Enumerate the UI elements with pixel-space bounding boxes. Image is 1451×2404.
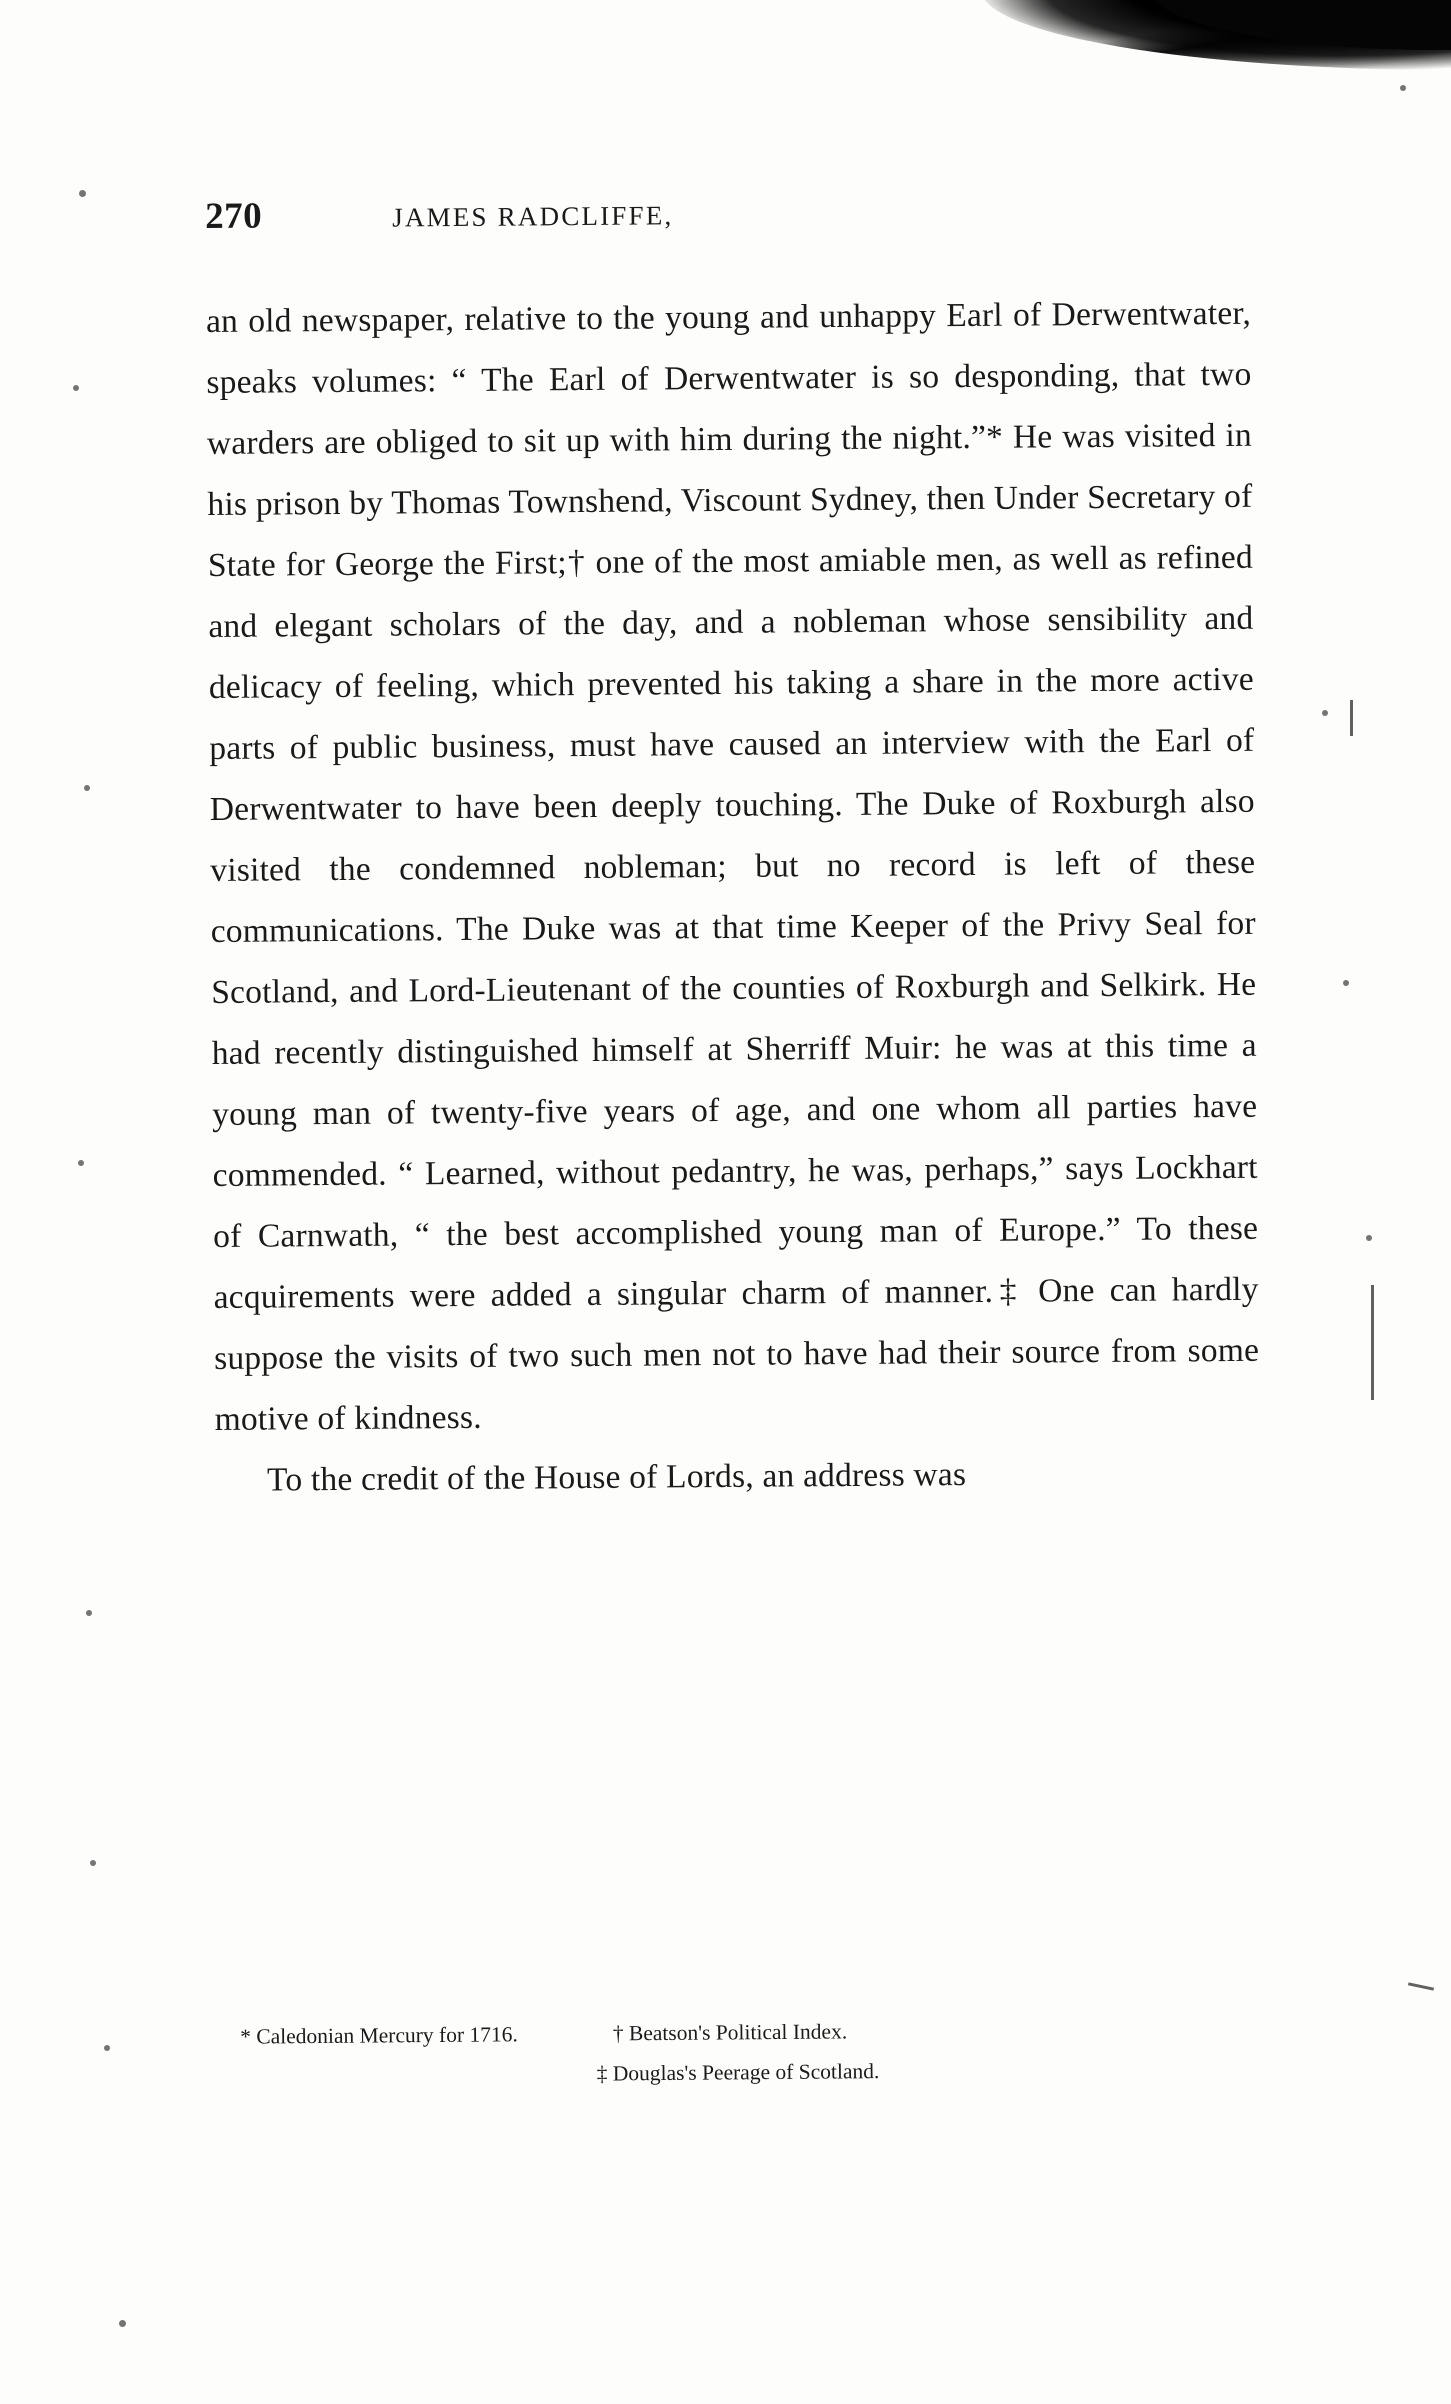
margin-speck (1366, 1235, 1372, 1241)
running-head: JAMES RADCLIFFE, (392, 200, 674, 233)
margin-ink-rule (1371, 1285, 1374, 1400)
margin-speck (119, 2320, 126, 2327)
margin-speck (86, 1610, 92, 1616)
page-header (205, 187, 1250, 255)
margin-speck (73, 385, 79, 391)
page-content (205, 195, 1260, 1511)
footnote-block (205, 2009, 1251, 2096)
margin-speck (1322, 710, 1328, 716)
margin-speck (104, 2045, 110, 2051)
margin-speck (1343, 980, 1349, 986)
page-number: 270 (205, 195, 263, 237)
footnote-2: † Beatson's Political Index. (612, 2019, 848, 2046)
paragraph-continuation: an old newspaper, relative to the young and unhappy Earl of Derwentwater, speaks volumes: “ The Earl of Derwentwater is so desponding, that two warders are obliged to sit up with him during the night.”* He was visited in his prison by Thomas Townshend, Viscount Sydney, then Under Secretary of State for George the First;† one of the most amiable men, as well as refined and elegant scholars of the day, and a nobleman whose sensibility and delicacy of feeling, which prevented his taking a share in the more active parts of public business, must have caused an interview with the Earl of Derwentwater to have been deeply touching. The Duke of Roxburgh also visited the condemned nobleman; but no record is left of these communications. The Duke was at that time Keeper of the Privy Seal for Scotland, and Lord-Lieutenant of the counties of Roxburgh and Selkirk. He had recently distinguished himself at Sherriff Muir: he was at this time a young man of twenty-five years of age, and one whom all parties have commended. “ Learned, without pedantry, he was, perhaps,” says Lockhart of Carnwath, “ the best accomplished young man of Europe.” To these acquirements were added a singular charm of manner.‡ One can hardly suppose the visits of two such men not to have had their source from some motive of kindness. (205, 294, 1260, 1438)
margin-speck (79, 190, 86, 197)
margin-speck (78, 1160, 84, 1166)
margin-speck (84, 785, 90, 791)
margin-ink-rule (1350, 700, 1353, 736)
footnote-1: * Caledonian Mercury for 1716. (240, 2022, 518, 2049)
footnote-3: ‡ Douglas's Peerage of Scotland. (596, 2059, 880, 2086)
margin-speck (90, 1860, 96, 1866)
body-text (206, 283, 1261, 1511)
paragraph-new: To the credit of the House of Lords, an address was (266, 1456, 967, 1499)
margin-speck (1400, 85, 1406, 91)
